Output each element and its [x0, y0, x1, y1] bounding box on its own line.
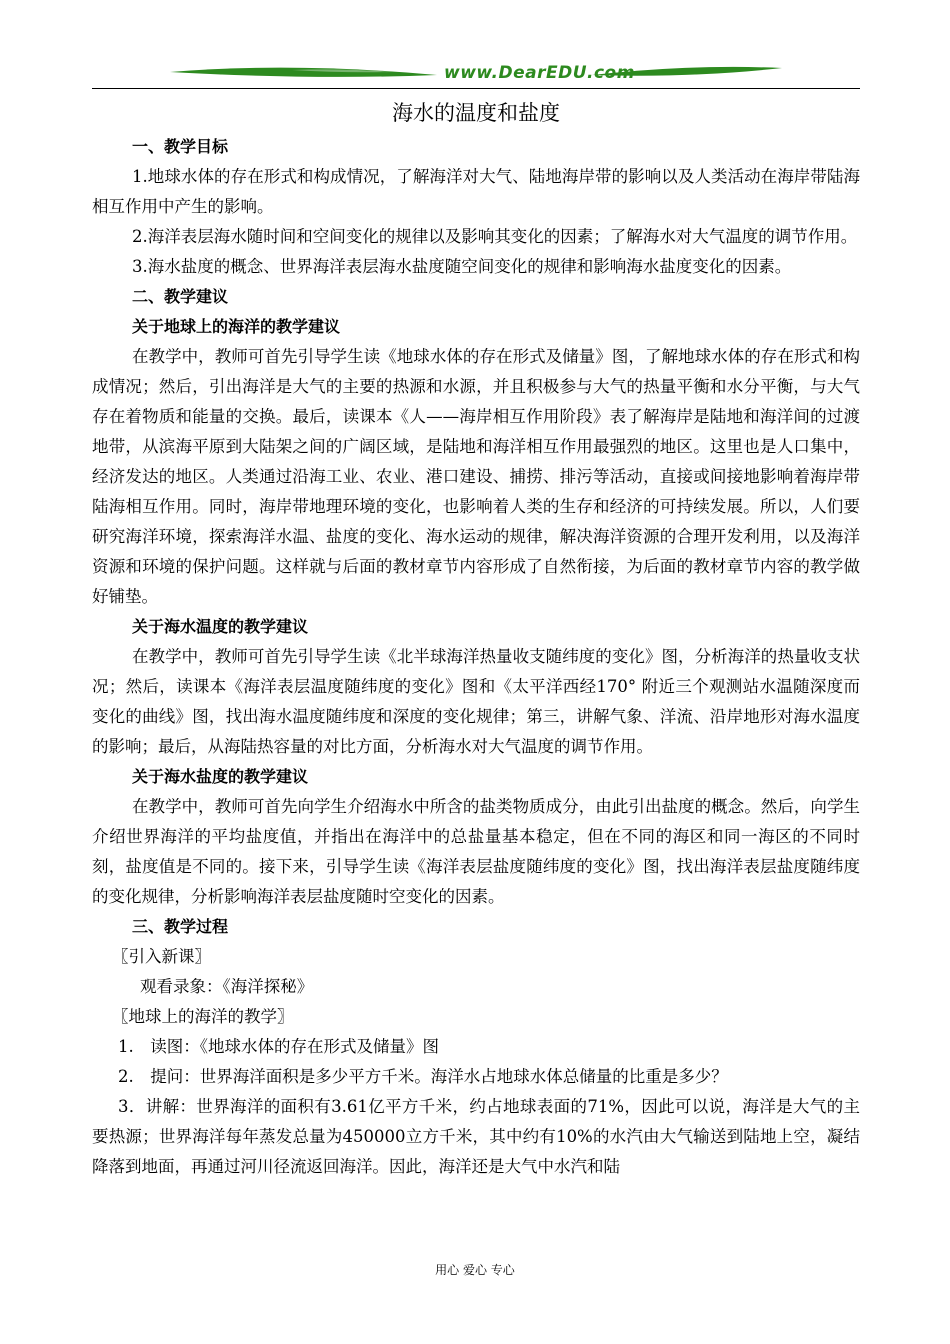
- paragraph: 在教学中，教师可首先引导学生读《地球水体的存在形式及储量》图，了解地球水体的存在形式和构成情况；然后，引出海洋是大气的主要的热源和水源，并且积极参与大气的热量平衡和水分平衡，与大气存在着物质和能量的交换。最后，读课本《人——海岸相互作用阶段》表了解海岸是陆地和海洋间的过渡地带，从滨海平原到大陆架之间的广阔区域，是陆地和海洋相互作用最强烈的地区。这里也是人口集中，经济发达的地区。人类通过沿海工业、农业、港口建设、捕捞、排污等活动，直接或间接地影响着海岸带陆海相互作用。同时，海岸带地理环境的变化，也影响着人类的生存和经济的可持续发展。所以，人们要研究海洋环境，探索海洋水温、盐度的变化、海水运动的规律，解决海洋资源的合理开发利用，以及海洋资源和环境的保护问题。这样就与后面的教材章节内容形成了自然衔接，为后面的教材章节内容的教学做好铺垫。: [92, 347, 860, 606]
- paragraph: 在教学中，教师可首先引导学生读《北半球海洋热量收支随纬度的变化》图，分析海洋的热量收支状况；然后，读课本《海洋表层温度随纬度的变化》图和《太平洋西经170° 附近三个观测站水温随深度而变化的曲线》图，找出海水温度随纬度和深度的变化规律；第三，讲解气象、洋流、沿岸地形对海水温度的影响；最后，从海陆热容量的对比方面，分析海水对大气温度的调节作用。: [92, 647, 860, 756]
- paragraph: 3.海水盐度的概念、世界海洋表层海水盐度随空间变化的规律和影响海水盐度变化的因素。: [132, 257, 792, 276]
- subheading-temperature: 关于海水温度的教学建议: [132, 617, 309, 636]
- list-item: 观看录象：《海洋探秘》: [140, 977, 314, 996]
- section-heading-process: 三、教学过程: [132, 917, 229, 936]
- subheading-salinity: 关于海水盐度的教学建议: [132, 767, 309, 786]
- section-heading-objectives: 一、教学目标: [132, 137, 229, 156]
- page-header: [92, 58, 860, 90]
- bracket-heading: 〖地球上的海洋的教学〗: [112, 1007, 294, 1026]
- document-body: [92, 96, 860, 1182]
- subheading-ocean: 关于地球上的海洋的教学建议: [132, 317, 341, 336]
- page-footer: 用心 爱心 专心: [435, 1263, 515, 1277]
- site-logo-text: www.DearEDU.com: [444, 63, 635, 83]
- bracket-heading: 〖引入新课〗: [112, 947, 211, 966]
- paragraph: 2.海洋表层海水随时间和空间变化的规律以及影响其变化的因素；了解海水对大气温度的调节作用。: [132, 227, 858, 246]
- numbered-item: 1. 读图：《地球水体的存在形式及储量》图: [118, 1037, 439, 1056]
- section-heading-suggestions: 二、教学建议: [132, 287, 229, 306]
- page-title: 海水的温度和盐度: [392, 101, 560, 125]
- header-rule: [92, 88, 860, 89]
- numbered-item: 2. 提问：世界海洋面积是多少平方千米。海洋水占地球水体总储量的比重是多少？: [118, 1067, 728, 1086]
- paragraph: 在教学中，教师可首先向学生介绍海水中所含的盐类物质成分，由此引出盐度的概念。然后，向学生介绍世界海洋的平均盐度值，并指出在海洋中的总盐量基本稳定，但在不同的海区和同一海区的不同时刻，盐度值是不同的。接下来，引导学生读《海洋表层盐度随纬度的变化》图，找出海洋表层盐度随纬度的变化规律，分析影响海洋表层盐度随时空变化的因素。: [92, 797, 860, 906]
- paragraph: 3．讲解：世界海洋的面积有3.61亿平方千米，约占地球表面的71%，因此可以说，海洋是大气的主要热源；世界海洋每年蒸发总量为450000立方千米，其中约有10%的水汽由大气输送到陆地上空，凝结降落到地面，再通过河川径流返回海洋。因此，海洋还是大气中水汽和陆: [92, 1097, 860, 1176]
- left-swoosh: [170, 68, 437, 77]
- paragraph: 1.地球水体的存在形式和构成情况，了解海洋对大气、陆地海岸带的影响以及人类活动在海岸带陆海相互作用中产生的影响。: [92, 167, 860, 216]
